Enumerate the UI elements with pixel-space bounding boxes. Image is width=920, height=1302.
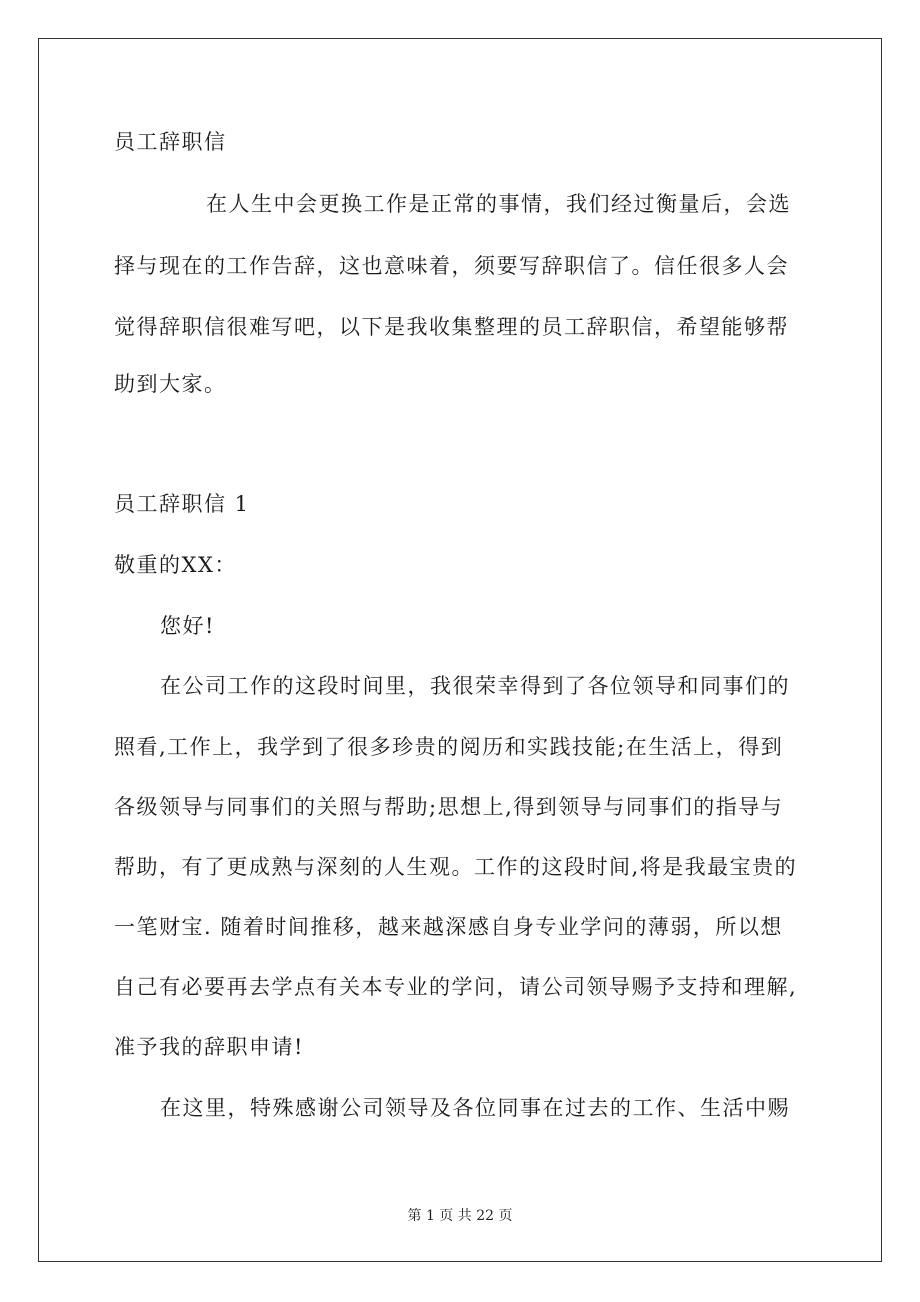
section-title: 员工辞职信 1 [114, 492, 250, 516]
intro-line-3: 觉得辞职信很难写吧，以下是我收集整理的员工辞职信，希望能够帮 [114, 315, 789, 339]
page-frame [38, 38, 882, 1262]
body-p1-line-1: 在公司工作的这段时间里，我很荣幸得到了各位领导和同事们的 [160, 674, 790, 698]
body-p1-line-6: 自己有必要再去学点有关本专业的学问，请公司领导赐予支持和理解, [114, 975, 798, 999]
intro-line-4: 助到大家。 [114, 372, 227, 396]
body-p1-line-4: 帮助，有了更成熟与深刻的人生观。工作的这段时间,将是我最宝贵的 [114, 855, 798, 879]
salutation: 敬重的XX： [114, 553, 237, 577]
document-title: 员工辞职信 [114, 130, 227, 154]
greeting: 您好! [160, 614, 215, 638]
intro-line-1: 在人生中会更换工作是正常的事情，我们经过衡量后，会选 [206, 192, 791, 216]
body-p1-line-5: 一笔财宝. 随着时间推移，越来越深感自身专业学问的薄弱，所以想 [114, 915, 783, 939]
body-p1-line-3: 各级领导与同事们的关照与帮助;思想上,得到领导与同事们的指导与 [114, 795, 784, 819]
body-p2-line-1: 在这里，特殊感谢公司领导及各位同事在过去的工作、生活中赐 [160, 1096, 790, 1120]
body-p1-line-2: 照看,工作上，我学到了很多珍贵的阅历和实践技能;在生活上，得到 [114, 735, 784, 759]
body-p1-line-7: 准予我的辞职申请! [114, 1035, 304, 1059]
page-number-footer: 第 1 页 共 22 页 [407, 1208, 513, 1224]
intro-line-2: 择与现在的工作告辞，这也意味着，须要写辞职信了。信任很多人会 [114, 254, 789, 278]
